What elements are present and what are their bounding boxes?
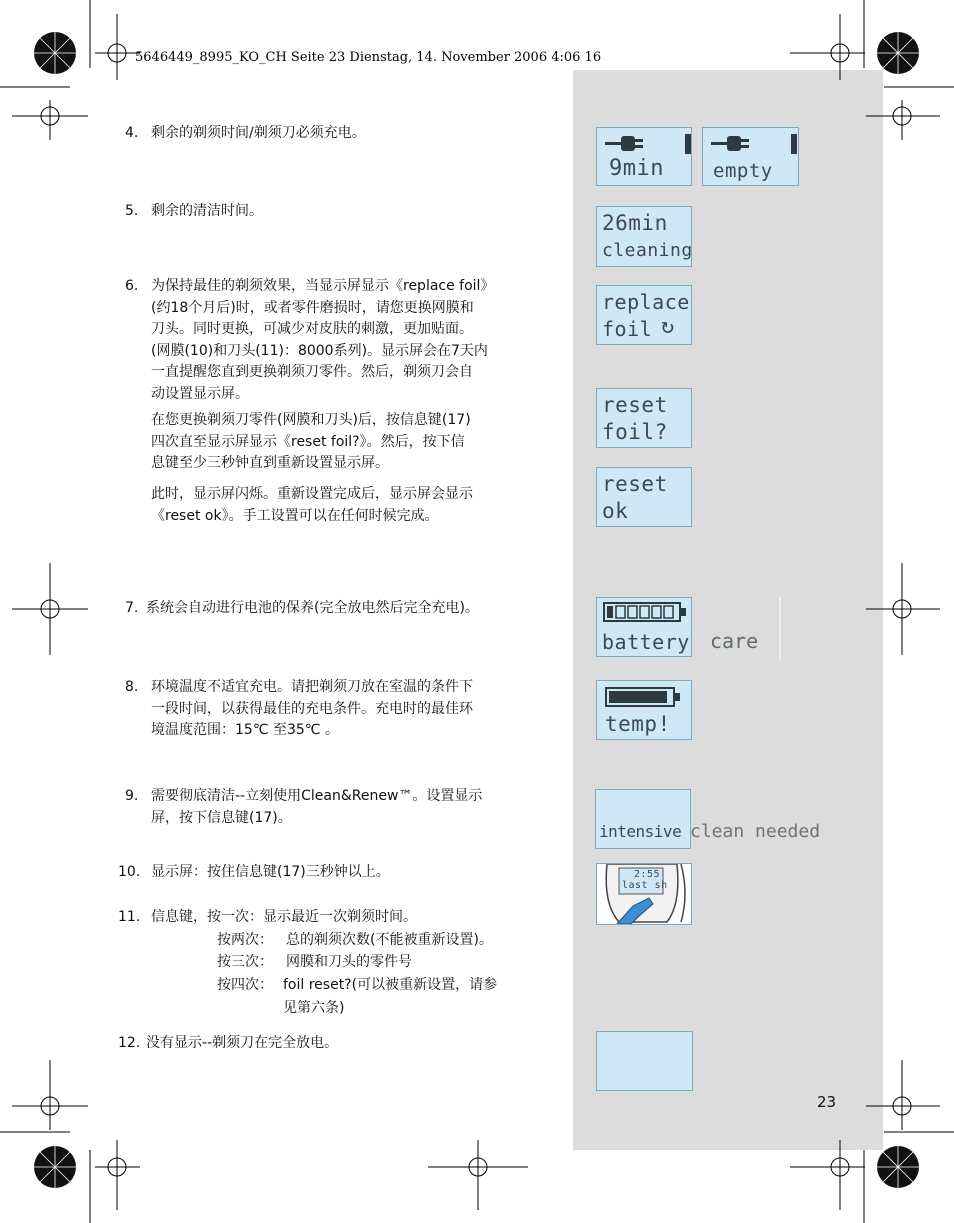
lcd-text: 2:55 [634, 869, 661, 880]
item-text: 显示屏：按住信息键(17)三秒钟以上。 [151, 864, 390, 880]
item-text: 息键至少三秒钟直到重新设置显示屏。 [151, 455, 389, 471]
lcd-text: foil? [602, 420, 668, 444]
item-text: 信息键，按一次：显示最近一次剃须时间。 [151, 909, 417, 925]
battery-icon [603, 602, 687, 624]
lcd-text: reset [602, 393, 668, 417]
lcd-text: battery [602, 630, 690, 654]
item-text: 剩余的剃须时间/剃须刀必须充电。 [151, 125, 366, 141]
item-text: 屏，按下信息键(17)。 [151, 809, 292, 826]
item-number: 5. [125, 203, 139, 219]
item-number: 4. [125, 125, 139, 141]
lcd-text-overflow: clean needed [690, 821, 821, 842]
item-text: 剩余的清洁时间。 [151, 203, 263, 219]
lcd-text: intensive [599, 822, 682, 841]
battery-icon [605, 687, 689, 709]
lcd-text: cleaning [602, 240, 693, 261]
lcd-display-reset-foil [596, 388, 692, 448]
item-text: (网膜(10)和刀头(11)：8000系列)。显示屏会在7天内 [151, 342, 488, 359]
lcd-display-battery-care [596, 597, 692, 657]
shaver-info-key-illustration [596, 863, 692, 925]
item-text: 没有显示--剃须刀在完全放电。 [146, 1035, 339, 1051]
item-text: 动设置显示屏。 [151, 385, 249, 402]
lcd-text: reset [602, 472, 668, 496]
lcd-text: ok [602, 499, 629, 523]
lcd-text: foil [602, 317, 653, 341]
item-text: 《reset ok》。手工设置可以在任何时候完成。 [151, 507, 439, 524]
lcd-text: temp! [605, 712, 671, 736]
sub-text: foil reset?(可以被重新设置，请参 [283, 976, 498, 993]
sub-label: 按四次： [217, 976, 273, 993]
sub-label: 按三次： [217, 954, 273, 970]
lcd-display-intensive-clean [595, 789, 691, 849]
item-number: 8. [125, 679, 139, 695]
item-text: 境温度范围：15℃ 至35℃ 。 [151, 722, 339, 738]
lcd-display-replace-foil [596, 285, 692, 345]
item-number: 12. [118, 1035, 141, 1051]
lcd-text-overflow: care [710, 629, 759, 653]
sub-text: 见第六条) [283, 1000, 345, 1016]
item-text: 为保持最佳的剃须效果，当显示屏显示《replace foil》 [151, 278, 495, 294]
item-text: 一直提醒您直到更换剃须刀零件。然后，剃须刀会自 [151, 364, 473, 380]
item-text: 在您更换剃须刀零件(网膜和刀头)后，按信息键(17) [151, 412, 471, 428]
plug-icon [707, 131, 799, 157]
item-text: 需要彻底清洁--立刻使用Clean&Renew™。设置显示 [151, 788, 483, 804]
lcd-display-reset-ok [596, 467, 692, 527]
lcd-text: replace [602, 290, 690, 314]
lcd-display-blank [596, 1031, 693, 1091]
lcd-display-temp [596, 680, 692, 740]
lcd-text: 26min [602, 211, 668, 235]
refresh-icon: ↻ [661, 314, 675, 339]
item-text: 四次直至显示屏显示《reset foil?》。然后，按下信 [151, 433, 465, 450]
sub-label: 按两次： [217, 931, 273, 948]
item-text: 系统会自动进行电池的保养(完全放电然后完全充电)。 [146, 600, 479, 616]
sub-text: 网膜和刀头的零件号 [286, 954, 412, 970]
lcd-text: last sh [622, 880, 668, 891]
item-number: 9. [125, 788, 139, 804]
item-text: (约18个月后)时，或者零件磨损时，请您更换网膜和 [151, 299, 474, 316]
lcd-text: 9min [609, 156, 664, 181]
lcd-display-remaining-time [596, 127, 692, 186]
item-number: 6. [125, 278, 139, 294]
page-number: 23 [817, 1093, 837, 1111]
item-text: 此时，显示屏闪烁。重新设置完成后，显示屏会显示 [151, 486, 473, 502]
item-number: 7. [125, 600, 139, 616]
lcd-display-empty [702, 127, 799, 186]
item-text: 环境温度不适宜充电。请把剃须刀放在室温的条件下 [151, 679, 473, 695]
item-text: 一段时间，以获得最佳的充电条件。充电时的最佳环 [151, 700, 473, 717]
lcd-display-cleaning-time [596, 206, 692, 267]
item-text: 刀头。同时更换，可减少对皮肤的刺激，更加贴面。 [151, 321, 473, 337]
item-number: 10. [118, 864, 141, 880]
print-header: 5646449_8995_KO_CH Seite 23 Dienstag, 14. November 2006 4:06 16 [135, 50, 602, 65]
plug-icon [601, 131, 691, 157]
lcd-text: empty [713, 160, 773, 182]
item-number: 11. [118, 909, 141, 925]
sub-text: 总的剃须次数(不能被重新设置)。 [286, 931, 493, 948]
